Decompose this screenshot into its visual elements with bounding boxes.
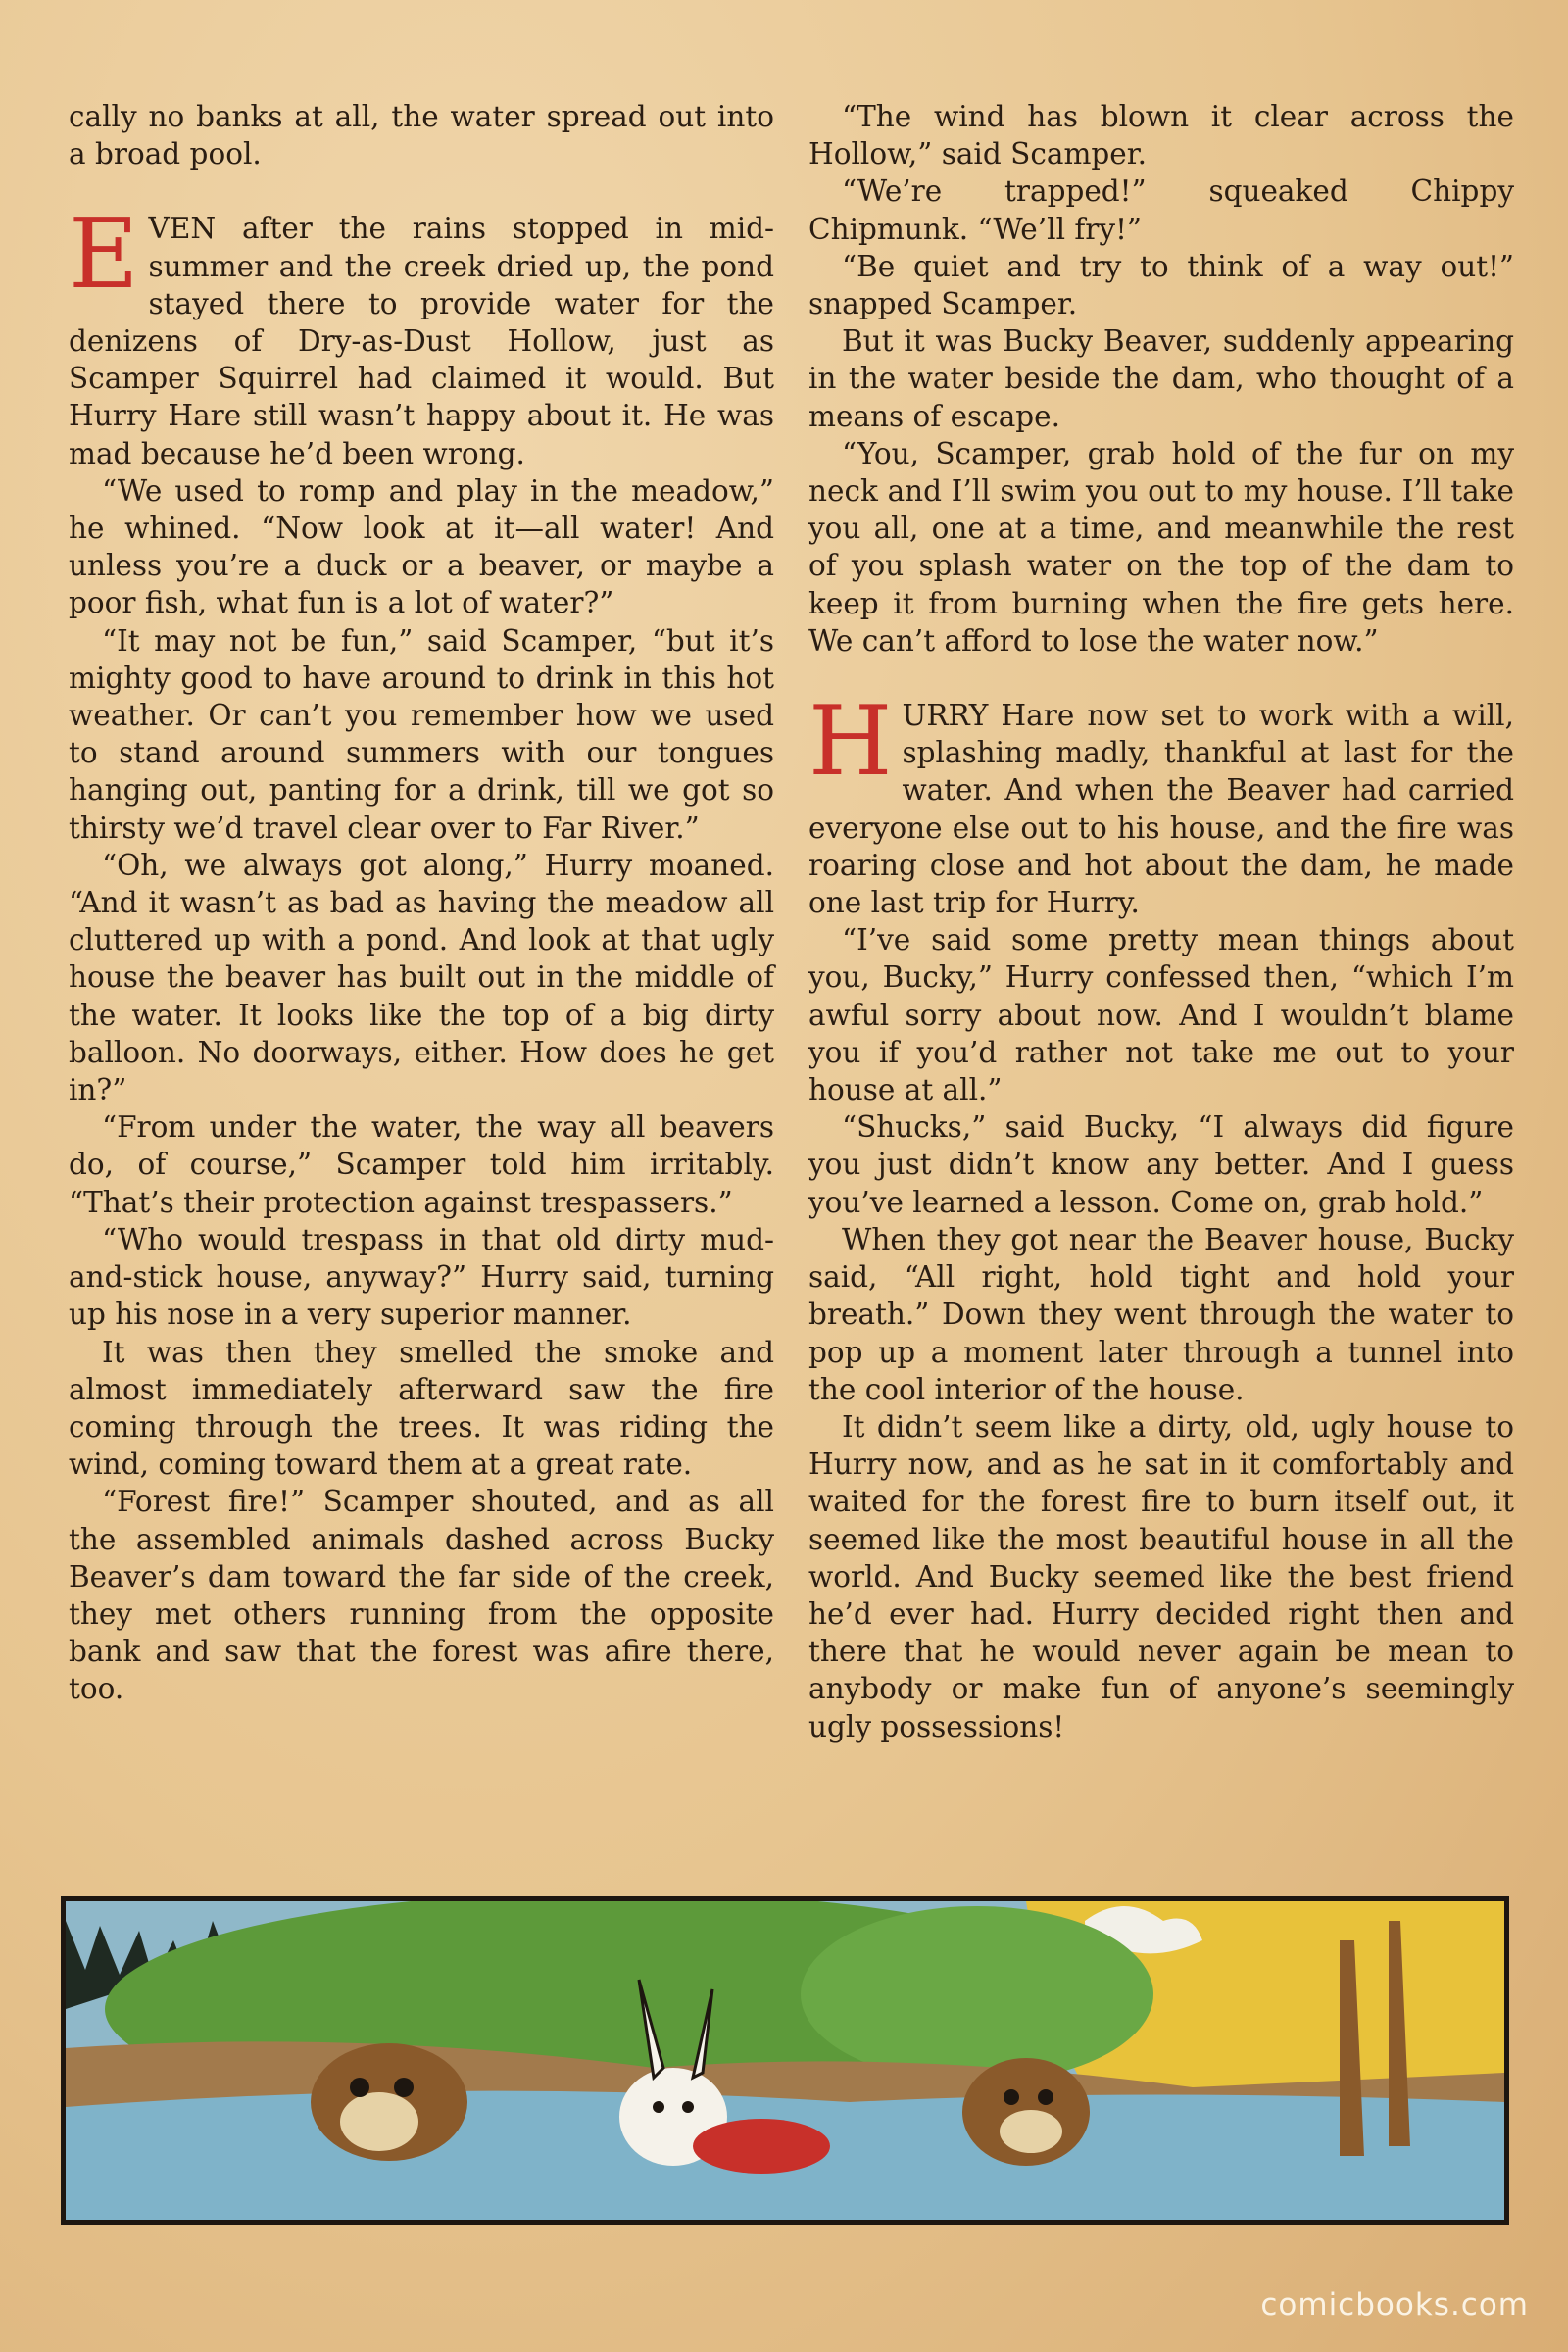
paragraph: “We used to romp and play in the meadow,” he whined. “Now look at it—all water! And unless you’re a duck or a beaver, or maybe a poor fish, what fun is a lot of water?” — [69, 473, 774, 620]
beaver-left — [311, 2043, 467, 2161]
paragraph-dropcap: HURRY Hare now set to work with a will, splashing madly, thankful at last for the water. And when the Beaver had carried everyone else out to his house, and the fire was roaring close and hot about the dam, he made one last trip for Hurry. — [808, 686, 1514, 920]
beaver-right — [962, 2058, 1090, 2166]
forest-fire-illustration — [66, 1901, 1504, 2220]
paragraph: cally no banks at all, the water spread out into a broad pool. — [69, 100, 774, 172]
paragraph: When they got near the Beaver house, Bucky said, “All right, hold tight and hold your breath.” Down they went through the water to pop up a moment later through a tunnel into the cool interior of the house. — [808, 1222, 1514, 1406]
paragraph: “Forest fire!” Scamper shouted, and as all the assembled animals dashed across Bucky Beaver’s dam toward the far side of the creek, they met others running from the opposite bank and saw that the forest was afire there, too. — [69, 1485, 774, 1706]
paragraph: “Oh, we always got along,” Hurry moaned. “And it wasn’t as bad as having the meadow all cluttered up with a pond. And look at that ugly house the beaver has built out in the middle of the water. It looks like the top of a big dirty balloon. No doorways, either. How does he get in?” — [69, 848, 774, 1107]
paragraph: It was then they smelled the smoke and almost immediately afterward saw the fire coming through the trees. It was riding the wind, coming toward them at a great rate. — [69, 1335, 774, 1482]
paragraph: “Be quiet and try to think of a way out!” snapped Scamper. — [808, 249, 1514, 321]
paragraph: “Who would trespass in that old dirty mud-and-stick house, anyway?” Hurry said, turning up his nose in a very superior manner. — [69, 1222, 774, 1332]
paragraph: “We’re trapped!” squeaked Chippy Chipmunk. “We’ll fry!” — [808, 174, 1514, 246]
paragraph: It didn’t seem like a dirty, old, ugly house to Hurry now, and as he sat in it comfortably and waited for the forest fire to burn itself out, it seemed like the most beautiful house in all the world. And Bucky seemed like the best friend he’d ever had. Hurry decided right then and there that he would never again be mean to anybody or make fun of anyone’s seemingly ugly possessions! — [808, 1409, 1514, 1743]
paragraph: “From under the water, the way all beavers do, of course,” Scamper told him irritably. “That’s their protection against trespassers.” — [69, 1110, 774, 1219]
paragraph: “Shucks,” said Bucky, “I always did figure you just didn’t know any better. And I guess you’ve learned a lesson. Come on, grab hold.” — [808, 1110, 1514, 1219]
green-foliage-2 — [801, 1906, 1153, 2082]
paragraph: But it was Bucky Beaver, suddenly appearing in the water beside the dam, who thought of a means of escape. — [808, 324, 1514, 433]
right-column — [808, 98, 1514, 1745]
paragraph-dropcap: EVEN after the rains stopped in mid-summer and the creek dried up, the pond stayed there to provide water for the denizens of Dry-as-Dust Hollow, just as Scamper Squirrel had claimed it would. But Hurry Hare still wasn’t happy about it. He was mad because he’d been wrong. — [69, 199, 774, 470]
paragraph: “I’ve said some pretty mean things about you, Bucky,” Hurry confessed then, “which I’m awful sorry about now. And I wouldn’t blame you if you’d rather not take me out to your house at all.” — [808, 923, 1514, 1107]
watermark: comicbooks.com — [1260, 2287, 1529, 2323]
left-column — [69, 98, 774, 1708]
illustration-panel — [61, 1896, 1509, 2225]
paragraph: “It may not be fun,” said Scamper, “but it’s mighty good to have around to drink in this hot weather. Or can’t you remember how we used to stand around summers with our tongues hanging out, panting for a drink, till we got so thirsty we’d travel clear over to Far River.” — [69, 623, 774, 845]
paragraph: “You, Scamper, grab hold of the fur on my neck and I’ll swim you out to my house. I’ll take you all, one at a time, and meanwhile the rest of you splash water on the top of the dam to keep it from burning when the fire gets here. We can’t afford to lose the water now.” — [808, 436, 1514, 658]
paragraph: “The wind has blown it clear across the Hollow,” said Scamper. — [808, 100, 1514, 172]
